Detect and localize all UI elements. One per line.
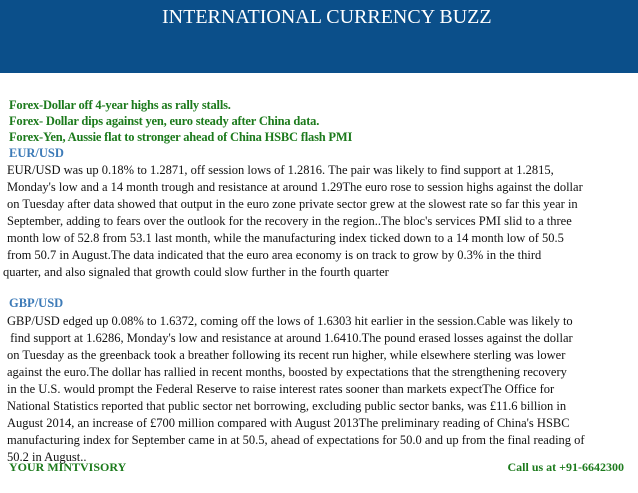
text-line: quarter, and also signaled that growth could slow further in the fourth quarter: [3, 265, 389, 279]
headline: Forex-Dollar off 4-year highs as rally stalls.: [9, 98, 231, 112]
headline: Forex-Yen, Aussie flat to stronger ahead of China HSBC flash PMI: [9, 130, 353, 144]
text-line: on Tuesday as the greenback took a breather following its recent run higher, while elsewhere sterling was lower: [7, 348, 566, 362]
page-title: INTERNATIONAL CURRENCY BUZZ: [162, 6, 492, 28]
text-line: August 2014, an increase of £700 million compared with August 2013The preliminary reading of China's HSBC: [7, 416, 570, 430]
text-line: EUR/USD was up 0.18% to 1.2871, off session lows of 1.2816. The pair was likely to find support at 1.2815,: [7, 163, 554, 177]
text-line: National Statistics reported that public sector net borrowing, excluding public sector banks, was £11.6 billion in: [7, 399, 567, 413]
section-title-eurusd: EUR/USD: [9, 146, 64, 160]
section-body-gbpusd: [7, 313, 585, 466]
section-body-eurusd: [3, 162, 583, 281]
header-banner: [0, 0, 638, 73]
text-line: from 50.7 in August.The data indicated that the euro area economy is on track to grow by 0.3% in the third: [7, 248, 542, 262]
text-line: 50.2 in August..: [7, 450, 87, 464]
headline: Forex- Dollar dips against yen, euro steady after China data.: [9, 114, 320, 128]
text-line: Monday's low and a 14 month trough and resistance at around 1.29The euro rose to session highs against the dollar: [7, 180, 583, 194]
text-line: on Tuesday after data showed that output in the euro zone private sector grew at the slowest rate so far this year in: [7, 197, 578, 211]
footer-contact: Call us at +91-6642300: [507, 460, 624, 474]
headline-list: [9, 97, 352, 145]
section-title-gbpusd: GBP/USD: [9, 296, 64, 310]
text-line: month low of 52.8 from 53.1 last month, while the manufacturing index ticked down to a 14 month low of 50.5: [7, 231, 564, 245]
footer-brand: YOUR MINTVISORY: [9, 460, 127, 474]
text-line: manufacturing index for September came in at 50.5, ahead of expectations for 50.0 and up from the final reading of: [7, 433, 585, 447]
text-line: September, adding to fears over the outlook for the recovery in the region..The bloc's services PMI slid to a three: [7, 214, 572, 228]
text-line: find support at 1.6286, Monday's low and resistance at around 1.6410.The pound erased losses against the dollar: [7, 331, 573, 345]
text-line: against the euro.The dollar has rallied in recent months, boosted by expectations that the strengthening recovery: [7, 365, 567, 379]
text-line: GBP/USD edged up 0.08% to 1.6372, coming off the lows of 1.6303 hit earlier in the session.Cable was likely to: [7, 314, 573, 328]
text-line: in the U.S. would prompt the Federal Reserve to raise interest rates sooner than markets expectThe Office for: [7, 382, 555, 396]
